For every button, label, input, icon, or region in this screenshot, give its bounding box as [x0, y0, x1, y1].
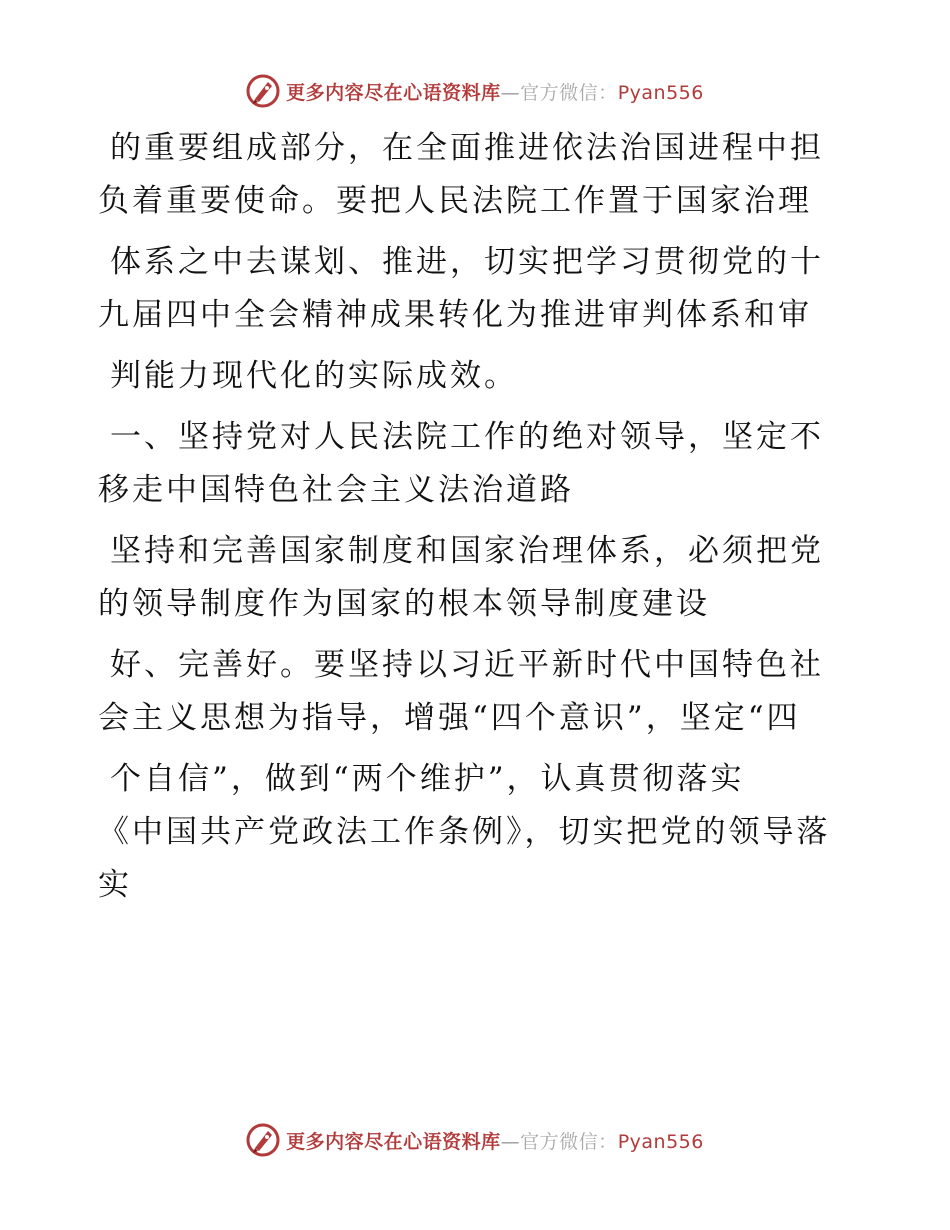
text-line: 个自信”，做到“两个维护”，认真贯彻落实 — [110, 761, 745, 797]
watermark-text — [286, 78, 704, 105]
paragraph — [98, 350, 858, 403]
text-line: 坚持和完善国家制度和国家治理体系，必须把党 — [110, 533, 824, 569]
watermark-brand: 更多内容尽在心语资料库 — [286, 81, 501, 104]
text-line: 的重要组成部分，在全面推进依法治国进程中担 — [110, 130, 824, 166]
watermark-dash: — — [500, 1130, 521, 1153]
watermark-text — [286, 1127, 704, 1154]
paragraph — [98, 525, 858, 631]
text-line: 移走中国特色社会主义法治道路 — [98, 472, 574, 508]
text-line: 一、坚持党对人民法院工作的绝对领导，坚定不 — [110, 419, 824, 455]
text-line: 体系之中去谋划、推进，切实把学习贯彻党的十 — [110, 244, 824, 280]
text-line: 负着重要使命。要把人民法院工作置于国家治理 — [98, 183, 812, 219]
watermark-brand: 更多内容尽在心语资料库 — [286, 1130, 501, 1153]
watermark-label: 官方微信： — [520, 81, 618, 104]
paragraph — [98, 236, 858, 342]
watermark-wechat-id: Pyan556 — [617, 81, 704, 104]
text-line: 九届四中全会精神成果转化为推进审判体系和审 — [98, 297, 812, 333]
pen-nib-logo-icon — [246, 74, 280, 108]
text-line: 实 — [98, 867, 132, 903]
text-line: 《中国共产党政法工作条例》，切实把党的领导落 — [98, 814, 831, 850]
paragraph — [98, 753, 858, 912]
watermark-dash: — — [500, 81, 521, 104]
paragraph — [98, 122, 858, 228]
paragraph — [98, 639, 858, 745]
text-line: 会主义思想为指导，增强“四个意识”，坚定“四 — [98, 700, 801, 736]
footer-watermark — [0, 1120, 950, 1160]
text-line: 好、完善好。要坚持以习近平新时代中国特色社 — [110, 647, 824, 683]
document-body — [98, 122, 858, 920]
section-heading — [98, 411, 858, 517]
watermark-label: 官方微信： — [520, 1130, 618, 1153]
header-watermark — [0, 71, 950, 111]
text-line: 的领导制度作为国家的根本领导制度建设 — [98, 586, 710, 622]
pen-nib-logo-icon — [246, 1123, 280, 1157]
watermark-wechat-id: Pyan556 — [617, 1130, 704, 1153]
text-line: 判能力现代化的实际成效。 — [110, 358, 518, 394]
